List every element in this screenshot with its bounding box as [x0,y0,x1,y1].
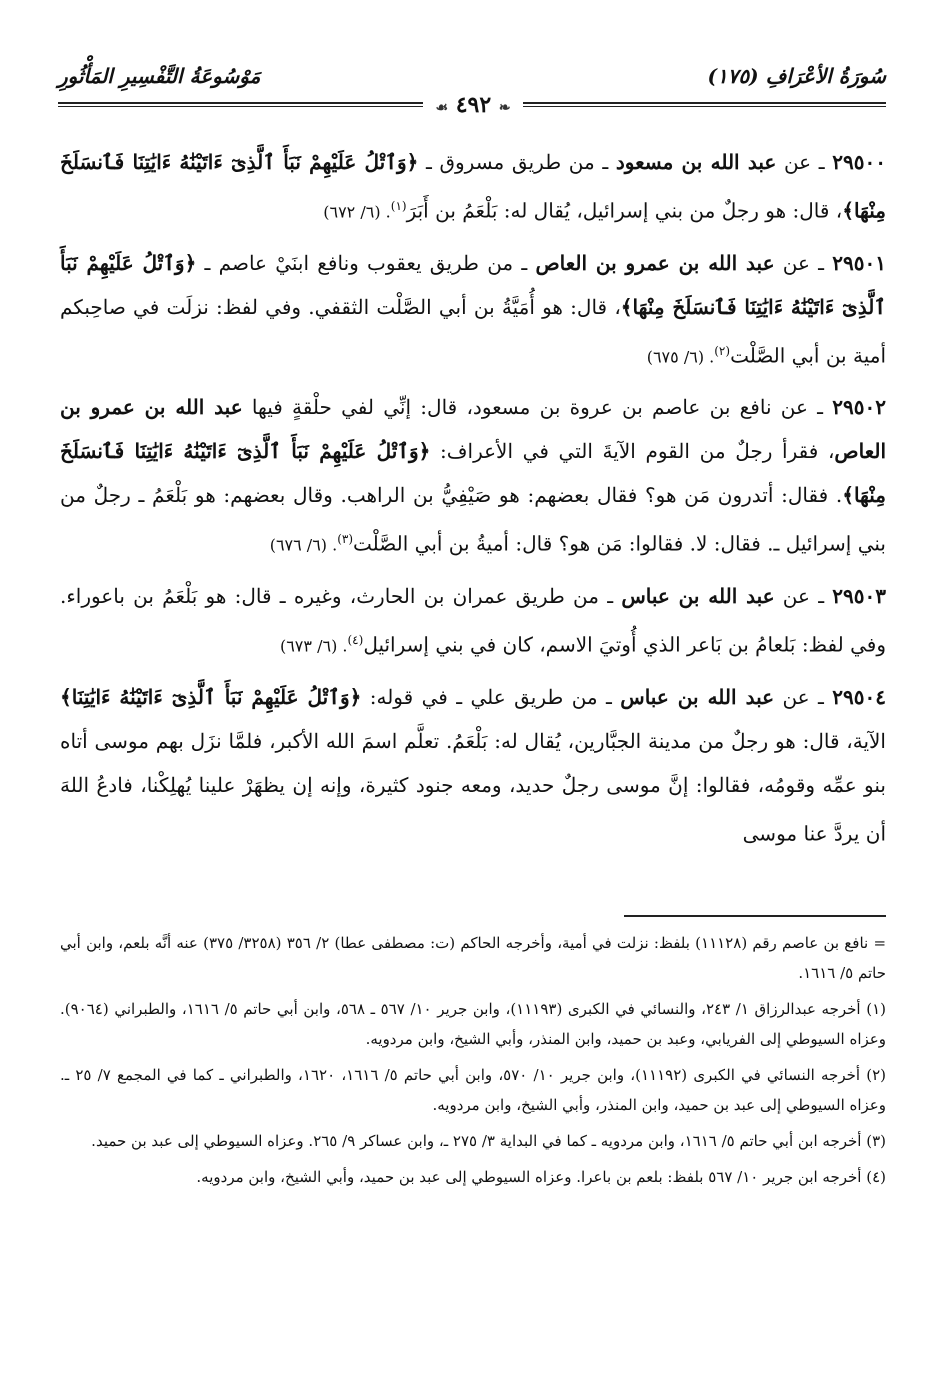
entry-number: ٢٩٥٠٤ [832,684,886,709]
narrator-name: عبد الله بن عباس [621,583,775,608]
narration-entry [60,675,886,858]
ornament-icon: ☙ [435,100,449,116]
page-number [423,88,523,122]
narrator-name: عبد الله بن عمرو بن العاص [60,395,886,464]
quran-verse: ﴿وَٱتْلُ عَلَيْهِمْ نَبَأَ ٱلَّذِىٓ ءَاتَيْنَٰهُ ءَايَٰتِنَا فَٱنسَلَخَ مِنْهَا﴾ [60,250,887,319]
entry-text: ـ من طريق علي ـ في قوله: [361,684,621,709]
footnote: = نافع بن عاصم رقم (١١١٢٨) بلفظ: نزلت في أمية، وأخرجه الحاكم (ت: مصطفى عطا) ٢/ ٣٥٦ (٣٢٥٨/ ٣٧٥) عنه أنَّه بلعم، وابن أبي حاتم ٥/ ١٦١٦. [60,934,887,982]
entry-text: ـ من طريق مسروق ـ [418,150,616,174]
entry-text: ـ عن [776,150,833,174]
volume-reference: . (٦/ ٦٧٥) [646,347,715,367]
narrator-name: عبد الله بن عباس [620,684,775,709]
footnote: (١) أخرجه عبدالرزاق ١/ ٢٤٣، والنسائي في الكبرى (١١١٩٣)، وابن جرير ١٠/ ٥٦٧ ـ ٥٦٨، وابن أبي حاتم ٥/ ١٦١٦، والطبراني (٩٠٦٤). وعزاه السيوطي إلى الفريابي، وعبد بن حميد، وابن المنذر، وأبي الشيخ، وابن مردويه. [60,1000,886,1048]
ornament-icon: ❧ [498,100,511,116]
page-number-text: ٤٩٢ [455,92,492,118]
quran-verse: ﴿وَٱتْلُ عَلَيْهِمْ نَبَأَ ٱلَّذِىٓ ءَاتَيْنَٰهُ ءَايَٰتِنَا فَٱنسَلَخَ مِنْهَا﴾ [60,439,886,508]
footnote-separator [624,915,886,917]
footnote-marker: (٢) [714,343,731,358]
entry-text: ، فقرأ رجلٌ من القوم الآيةَ التي في الأعراف: [430,439,835,464]
footnote-marker: (٣) [337,532,354,547]
entry-number: ٢٩٥٠٣ [832,583,887,608]
volume-reference: . (٦/ ٦٧٢) [323,202,391,222]
entry-text: ، قال: هو أُمَيَّةُ بن أبي الصَّلْت الثقفي. وفي لفظ: نزلَت في صاحِبكم أمية بن أبي الصَّلْت [60,294,886,368]
entry-text: ـ عن نافع بن عاصم بن عروة بن مسعود، قال: إنِّي لفي حلْقةٍ فيها [242,395,833,420]
narration-entry [60,385,886,568]
footnote-marker: (٤) [347,632,364,647]
narrator-name: عبد الله بن مسعود [615,150,777,174]
surah-running-title: سُورَةُ الأعْرَافِ (١٧٥) [707,64,886,88]
entry-number: ٢٩٥٠١ [832,250,886,275]
footnote: (٣) أخرجه ابن أبي حاتم ٥/ ١٦١٦، وابن مردويه ـ كما في البداية ٣/ ٢٧٥ ـ، وابن عساكر ٩/ ٢٦٥. وعزاه السيوطي إلى عبد بن حميد. [91,1132,886,1150]
book-running-title: مَوْسُوعَةُ التَّفْسِيرِ المَأْثُورِ [58,64,261,88]
main-text [60,140,886,863]
footnote: (٤) أخرجه ابن جرير ١٠/ ٥٦٧ بلفظ: بلعم بن باعرا. وعزاه السيوطي إلى عبد بن حميد، وأبي الشيخ، وابن مردويه. [196,1168,886,1186]
narration-entry [60,241,886,380]
entry-text: . فقال: أتدرون مَن هو؟ فقال بعضهم: هو صَيْفِيُّ بن الراهب. وقال بعضهم: هو بَلْعَمُ ـ رجلٌ من بني إسرائيل ـ. فقال: لا. فقالوا: مَن هو؟ قال: أميةُ بن أبي الصَّلْت [60,483,886,556]
entry-text: ، قال: هو رجلٌ من بني إسرائيل، يُقال له: بَلْعَمُ بن أَبَرَ [406,198,843,223]
volume-reference: . (٦/ ٦٧٣) [279,636,348,656]
footnotes [60,928,886,1198]
narrator-name: عبد الله بن عمرو بن العاص [535,250,775,275]
quran-verse: ﴿وَٱتْلُ عَلَيْهِمْ نَبَأَ ٱلَّذِىٓ ءَاتَيْنَٰهُ ءَايَٰتِنَا فَٱنسَلَخَ مِنْهَا﴾ [60,150,886,223]
quran-verse: ﴿وَٱتْلُ عَلَيْهِمْ نَبَأَ ٱلَّذِىٓ ءَاتَيْنَٰهُ ءَايَٰتِنَا﴾ [60,684,362,709]
volume-reference: . (٦/ ٦٧٦) [269,535,338,555]
entry-number: ٢٩٥٠٢ [832,395,886,420]
narration-entry [60,574,886,669]
entry-number: ٢٩٥٠٠ [832,150,886,174]
footnote-marker: (١) [390,199,407,213]
entry-text: ـ عن [774,250,833,275]
entry-text: ـ عن [774,583,833,608]
entry-text: ـ عن [774,684,833,709]
entry-text: ـ من طريق عمران بن الحارث، وغيره ـ قال: هو بَلْعَمُ بن باعوراء. وفي لفظ: بَلعامُ بن بَاعر الذي أُوتيَ الاسم، كان في بني إسرائيل [60,583,886,657]
entry-text: الآية، قال: هو رجلٌ من مدينة الجبَّارين، يُقال له: بَلْعَمُ. تعلَّم اسمَ الله الأكبر، فلمَّا نزَل بهم موسى أتاه بنو عمِّه وقومُه، فقالوا: إنَّ موسى رجلٌ حديد، ومعه جنود كثيرة، وإنه إن يظهَرْ علينا يُهلِكْنا، فادعُ اللهَ أن يردَّ عنا موسى [60,728,886,846]
entry-text: ـ من طريق يعقوب ونافع ابنَيْ عاصم ـ [196,250,536,275]
narration-entry [60,140,886,235]
footnote: (٢) أخرجه النسائي في الكبرى (١١١٩٢)، وابن جرير ١٠/ ٥٧٠، وابن أبي حاتم ٥/ ١٦١٦، ١٦٢٠، والطبراني ـ كما في المجمع ٧/ ٢٥ ـ. وعزاه السيوطي إلى عبد بن حميد، وابن المنذر، وأبي الشيخ، وابن مردويه. [60,1066,887,1114]
